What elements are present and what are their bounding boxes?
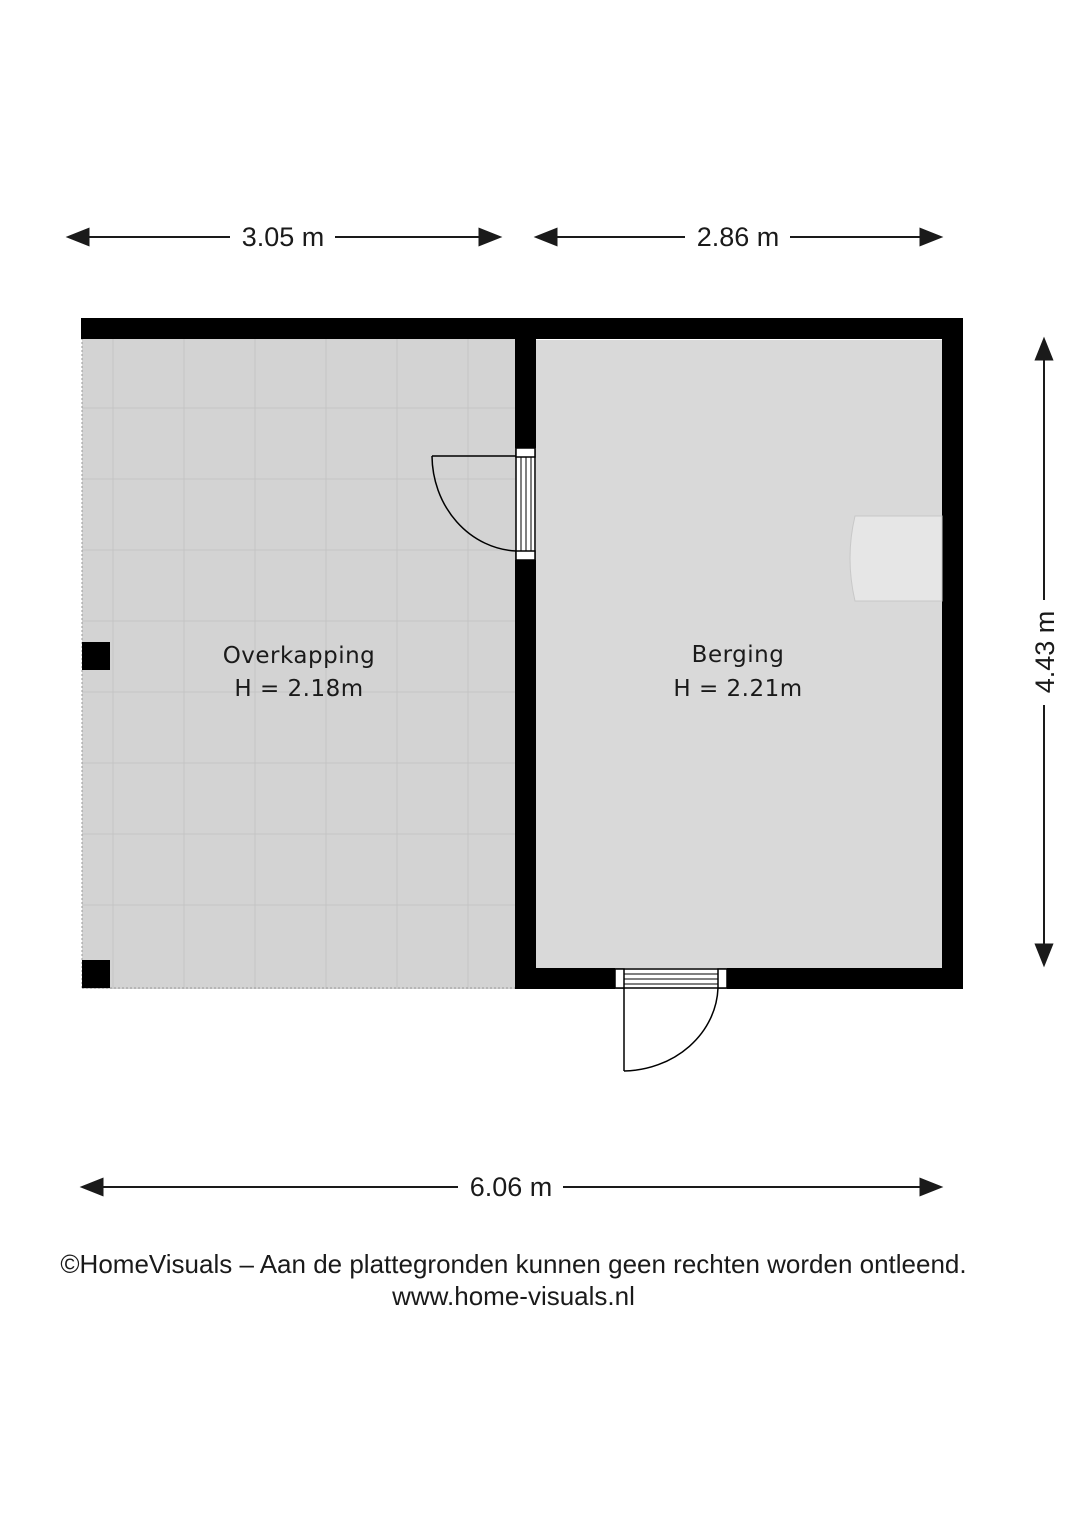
dimension-bottom bbox=[82, 1172, 941, 1202]
dimension-label: 2.86 m bbox=[696, 222, 780, 252]
sink-fixture bbox=[850, 516, 942, 601]
dimension-label: 6.06 m bbox=[469, 1172, 553, 1202]
website-link[interactable]: www.home-visuals.nl bbox=[392, 1281, 635, 1311]
room-height-overkapping: H = 2.18m bbox=[234, 676, 364, 702]
dimension-right bbox=[1030, 339, 1060, 965]
dimension-label: 3.05 m bbox=[241, 222, 325, 252]
dimension-top-left bbox=[68, 222, 500, 252]
copyright-notice: ©HomeVisuals – Aan de plattegronden kunnen geen rechten worden ontleend. bbox=[60, 1249, 967, 1279]
post bbox=[82, 960, 110, 988]
dimension-label: 4.43 m bbox=[1030, 610, 1060, 694]
outer-door bbox=[615, 969, 727, 1071]
room-name-overkapping: Overkapping bbox=[222, 643, 376, 669]
dimension-top-right bbox=[536, 222, 941, 252]
post bbox=[82, 642, 110, 670]
room-height-berging: H = 2.21m bbox=[673, 676, 803, 702]
room-name-berging: Berging bbox=[691, 642, 785, 668]
